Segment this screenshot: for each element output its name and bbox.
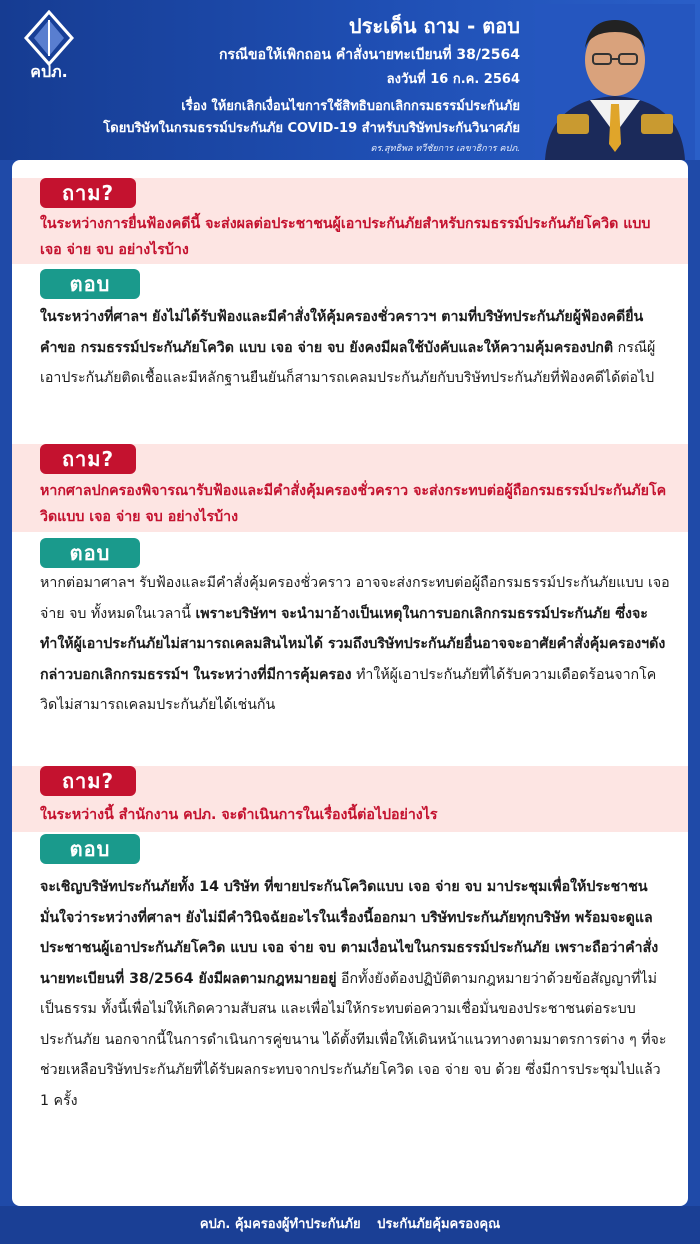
answer-text-2 (40, 568, 672, 721)
answer-badge-3: ตอบ (40, 834, 140, 864)
subject-line-1: เรื่อง ให้ยกเลิกเงื่อนไขการใช้สิทธิบอกเลิกกรมธรรม์ประกันภัย (181, 99, 520, 114)
answer-3-emphasis: จะเชิญบริษัทประกันภัยทั้ง 14 บริษัท ที่ขายประกันโควิดแบบ เจอ จ่าย จบ มาประชุมเพื่อให้ประชาชนมั่นใจว่าระหว่างที่ศาลฯ ยังไม่มีคำวินิจฉัยอะไรในเรื่องนี้ออกมา บริษัทประกันภัยทุกบริษัท พร้อมจะดูแลประชาชนผู้เอาประกันภัยโควิด แบบ เจอ จ่าย จบ ตามเงื่อนไขในกรมธรรม์ประกันภัย เพราะถือว่าคำสั่งนายทะเบียนที่ 38/2564 ยังมีผลตามกฎหมายอยู่ (40, 879, 659, 987)
answer-badge-2: ตอบ (40, 538, 140, 568)
footer-right-text: ประกันภัยคุ้มครองคุณ (377, 1217, 501, 1232)
answer-2-intro: หากต่อมาศาลฯ รับฟ้องและมีคำสั่งคุ้มครองชั่วคราว อาจจะส่งกระทบต่อผู้ถือกรมธรรม์ประกันภัยแบบ เจอ จ่าย จบ ทั้งหมดในเวลานี้ (40, 575, 670, 622)
answer-2-rest: ทำให้ผู้เอาประกันภัยที่ได้รับความเดือดร้อนจากโควิดไม่สามารถเคลมประกันภัยได้เช่นกัน (40, 666, 657, 713)
speaker-portrait (535, 4, 695, 160)
footer-left-text: คปภ. คุ้มครองผู้ทำประกันภัย (199, 1217, 361, 1232)
question-text-1: ในระหว่างการยื่นฟ้องคดีนี้ จะส่งผลต่อประชาชนผู้เอาประกันภัยสำหรับกรมธรรม์ประกันภัยโควิด แบบ เจอ จ่าย จบ อย่างไรบ้าง (40, 216, 651, 258)
speaker-credit: ดร.สุทธิพล ทวีชัยการ เลขาธิการ คปภ. (370, 144, 520, 154)
footer-bar (0, 1206, 700, 1244)
question-text-2: หากศาลปกครองพิจารณารับฟ้องและมีคำสั่งคุ้มครองชั่วคราว จะส่งกระทบต่อผู้ถือกรมธรรม์ประกันภัยโควิดแบบ เจอ จ่าย จบ อย่างไรบ้าง (40, 483, 667, 525)
answer-text-1 (40, 302, 672, 394)
page-title: ประเด็น ถาม - ตอบ (348, 14, 520, 38)
question-text-3: ในระหว่างนี้ สำนักงาน คปภ. จะดำเนินการในเรื่องนี้ต่อไปอย่างไร (40, 807, 438, 823)
qa-card (12, 160, 688, 1206)
question-badge-3: ถาม? (40, 766, 136, 796)
answer-1-emphasis: ในระหว่างที่ศาลฯ ยังไม่ได้รับฟ้องและมีคำสั่งให้คุ้มครองชั่วคราวฯ ตามที่บริษัทประกันภัยผู้ฟ้องคดียื่นคำขอ กรมธรรม์ประกันภัยโควิด แบบ เจอ จ่าย จบ ยังคงมีผลใช้บังคับและให้ความคุ้มครองปกติ (40, 309, 644, 356)
logo-text: คปภ. (30, 62, 68, 81)
answer-badge-1: ตอบ (40, 269, 140, 299)
answer-1-rest: กรณีผู้เอาประกันภัยติดเชื้อและมีหลักฐานยืนยันก็สามารถเคลมประกันภัยกับบริษัทประกันภัยที่ฟ้องคดีได้ต่อไป (40, 339, 656, 386)
answer-2-emphasis: เพราะบริษัทฯ จะนำมาอ้างเป็นเหตุในการบอกเลิกกรมธรรม์ประกันภัย ซึ่งจะทำให้ผู้เอาประกันภัยไม่สามารถเคลมสินไหมได้ รวมถึงบริษัทประกันภัยอื่นอาจจะอาศัยคำสั่งคุ้มครองฯดังกล่าวบอกเลิกกรมธรรม์ฯ ในระหว่างที่มีการคุ้มครอง (40, 605, 666, 683)
order-subtitle: กรณีขอให้เพิกถอน คำสั่งนายทะเบียนที่ 38/2564 (219, 47, 520, 63)
question-badge-2: ถาม? (40, 444, 136, 474)
subject-line-2: โดยบริษัทในกรมธรรม์ประกันภัย COVID-19 สำหรับบริษัทประกันวินาศภัย (103, 121, 520, 136)
header-banner (0, 0, 700, 160)
answer-text-3 (40, 872, 672, 1116)
question-badge-1: ถาม? (40, 178, 136, 208)
order-date: ลงวันที่ 16 ก.ค. 2564 (386, 72, 520, 87)
answer-3-rest: อีกทั้งยังต้องปฏิบัติตามกฎหมายว่าด้วยข้อสัญญาที่ไม่เป็นธรรม ทั้งนี้เพื่อไม่ให้เกิดความสับสน และเพื่อไม่ให้กระทบต่อความเชื่อมั่นของประชาชนต่อระบบประกันภัย นอกจากนี้ในการดำเนินการคู่ขนาน ได้ตั้งทีมเพื่อให้เดินหน้าแนวทางตามมาตรการต่าง ๆ ที่จะช่วยเหลือบริษัทประกันภัยที่ได้รับผลกระทบจากประกันภัยโควิด เจอ จ่าย จบ ด้วย ซึ่งมีการประชุมไปแล้ว 1 ครั้ง (40, 970, 667, 1109)
